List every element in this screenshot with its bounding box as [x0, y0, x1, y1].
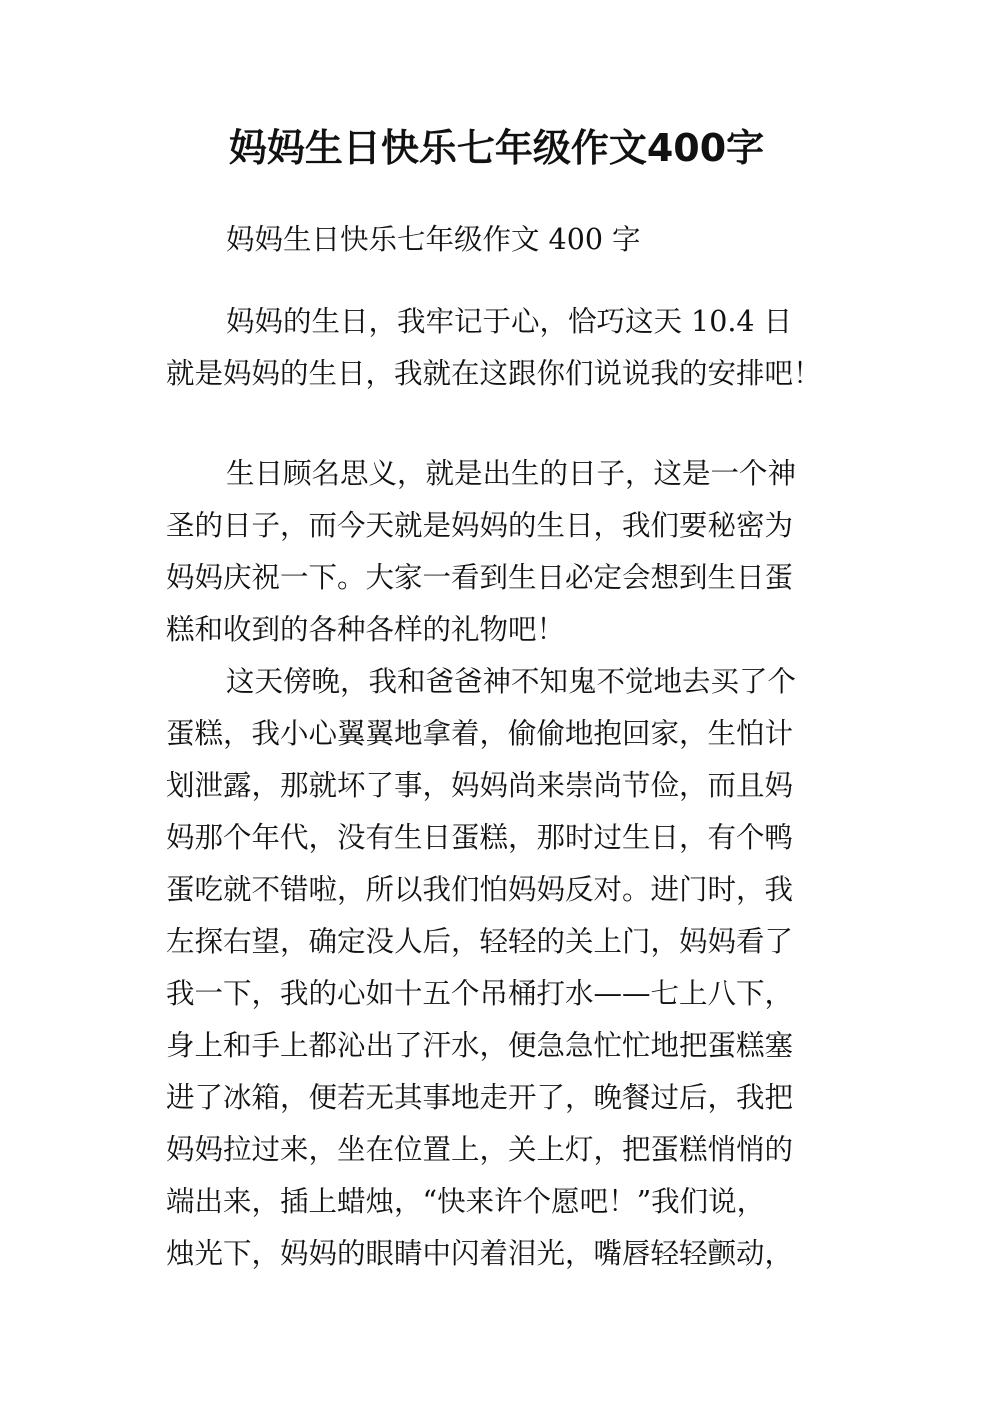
document-subtitle: 妈妈生日快乐七年级作文 400 字 — [226, 223, 641, 256]
paragraph-line: 烛光下，妈妈的眼睛中闪着泪光，嘴唇轻轻颤动， — [166, 1237, 794, 1270]
paragraph-line: 身上和手上都沁出了汗水，便急急忙忙地把蛋糕塞 — [166, 1029, 794, 1062]
paragraph-line: 我一下，我的心如十五个吊桶打水——七上八下， — [166, 977, 794, 1010]
paragraph-line: 这天傍晚，我和爸爸神不知鬼不觉地去买了个 — [226, 665, 797, 698]
paragraph-line: 妈妈庆祝一下。大家一看到生日必定会想到生日蛋 — [166, 561, 794, 594]
paragraph-3 — [166, 656, 846, 1280]
paragraph-line: 进了冰箱，便若无其事地走开了，晚餐过后，我把 — [166, 1081, 794, 1114]
paragraph-line: 圣的日子，而今天就是妈妈的生日，我们要秘密为 — [166, 509, 794, 542]
paragraph-line: 划泄露，那就坏了事，妈妈尚来崇尚节俭，而且妈 — [166, 769, 794, 802]
paragraph-2 — [166, 448, 846, 656]
paragraph-line: 妈那个年代，没有生日蛋糕，那时过生日，有个鸭 — [166, 821, 794, 854]
paragraph-line: 妈妈的生日，我牢记于心，恰巧这天 10.4 日 — [226, 305, 793, 338]
paragraph-1 — [166, 296, 846, 400]
paragraph-line: 左探右望，确定没人后，轻轻的关上门，妈妈看了 — [166, 925, 794, 958]
paragraph-line: 就是妈妈的生日，我就在这跟你们说说我的安排吧！ — [166, 357, 822, 390]
paragraph-line: 妈妈拉过来，坐在位置上，关上灯，把蛋糕悄悄的 — [166, 1133, 794, 1166]
paragraph-line: 糕和收到的各种各样的礼物吧！ — [166, 613, 566, 646]
paragraph-line: 蛋吃就不错啦，所以我们怕妈妈反对。进门时，我 — [166, 873, 794, 906]
paragraph-line: 端出来，插上蜡烛，“快来许个愿吧！”我们说， — [166, 1185, 766, 1218]
document-title: 妈妈生日快乐七年级作文400字 — [228, 126, 765, 170]
document-subtitle-block — [166, 214, 846, 266]
paragraph-line: 蛋糕，我小心翼翼地拿着，偷偷地抱回家，生怕计 — [166, 717, 794, 750]
paragraph-line: 生日顾名思义，就是出生的日子，这是一个神 — [226, 457, 797, 490]
